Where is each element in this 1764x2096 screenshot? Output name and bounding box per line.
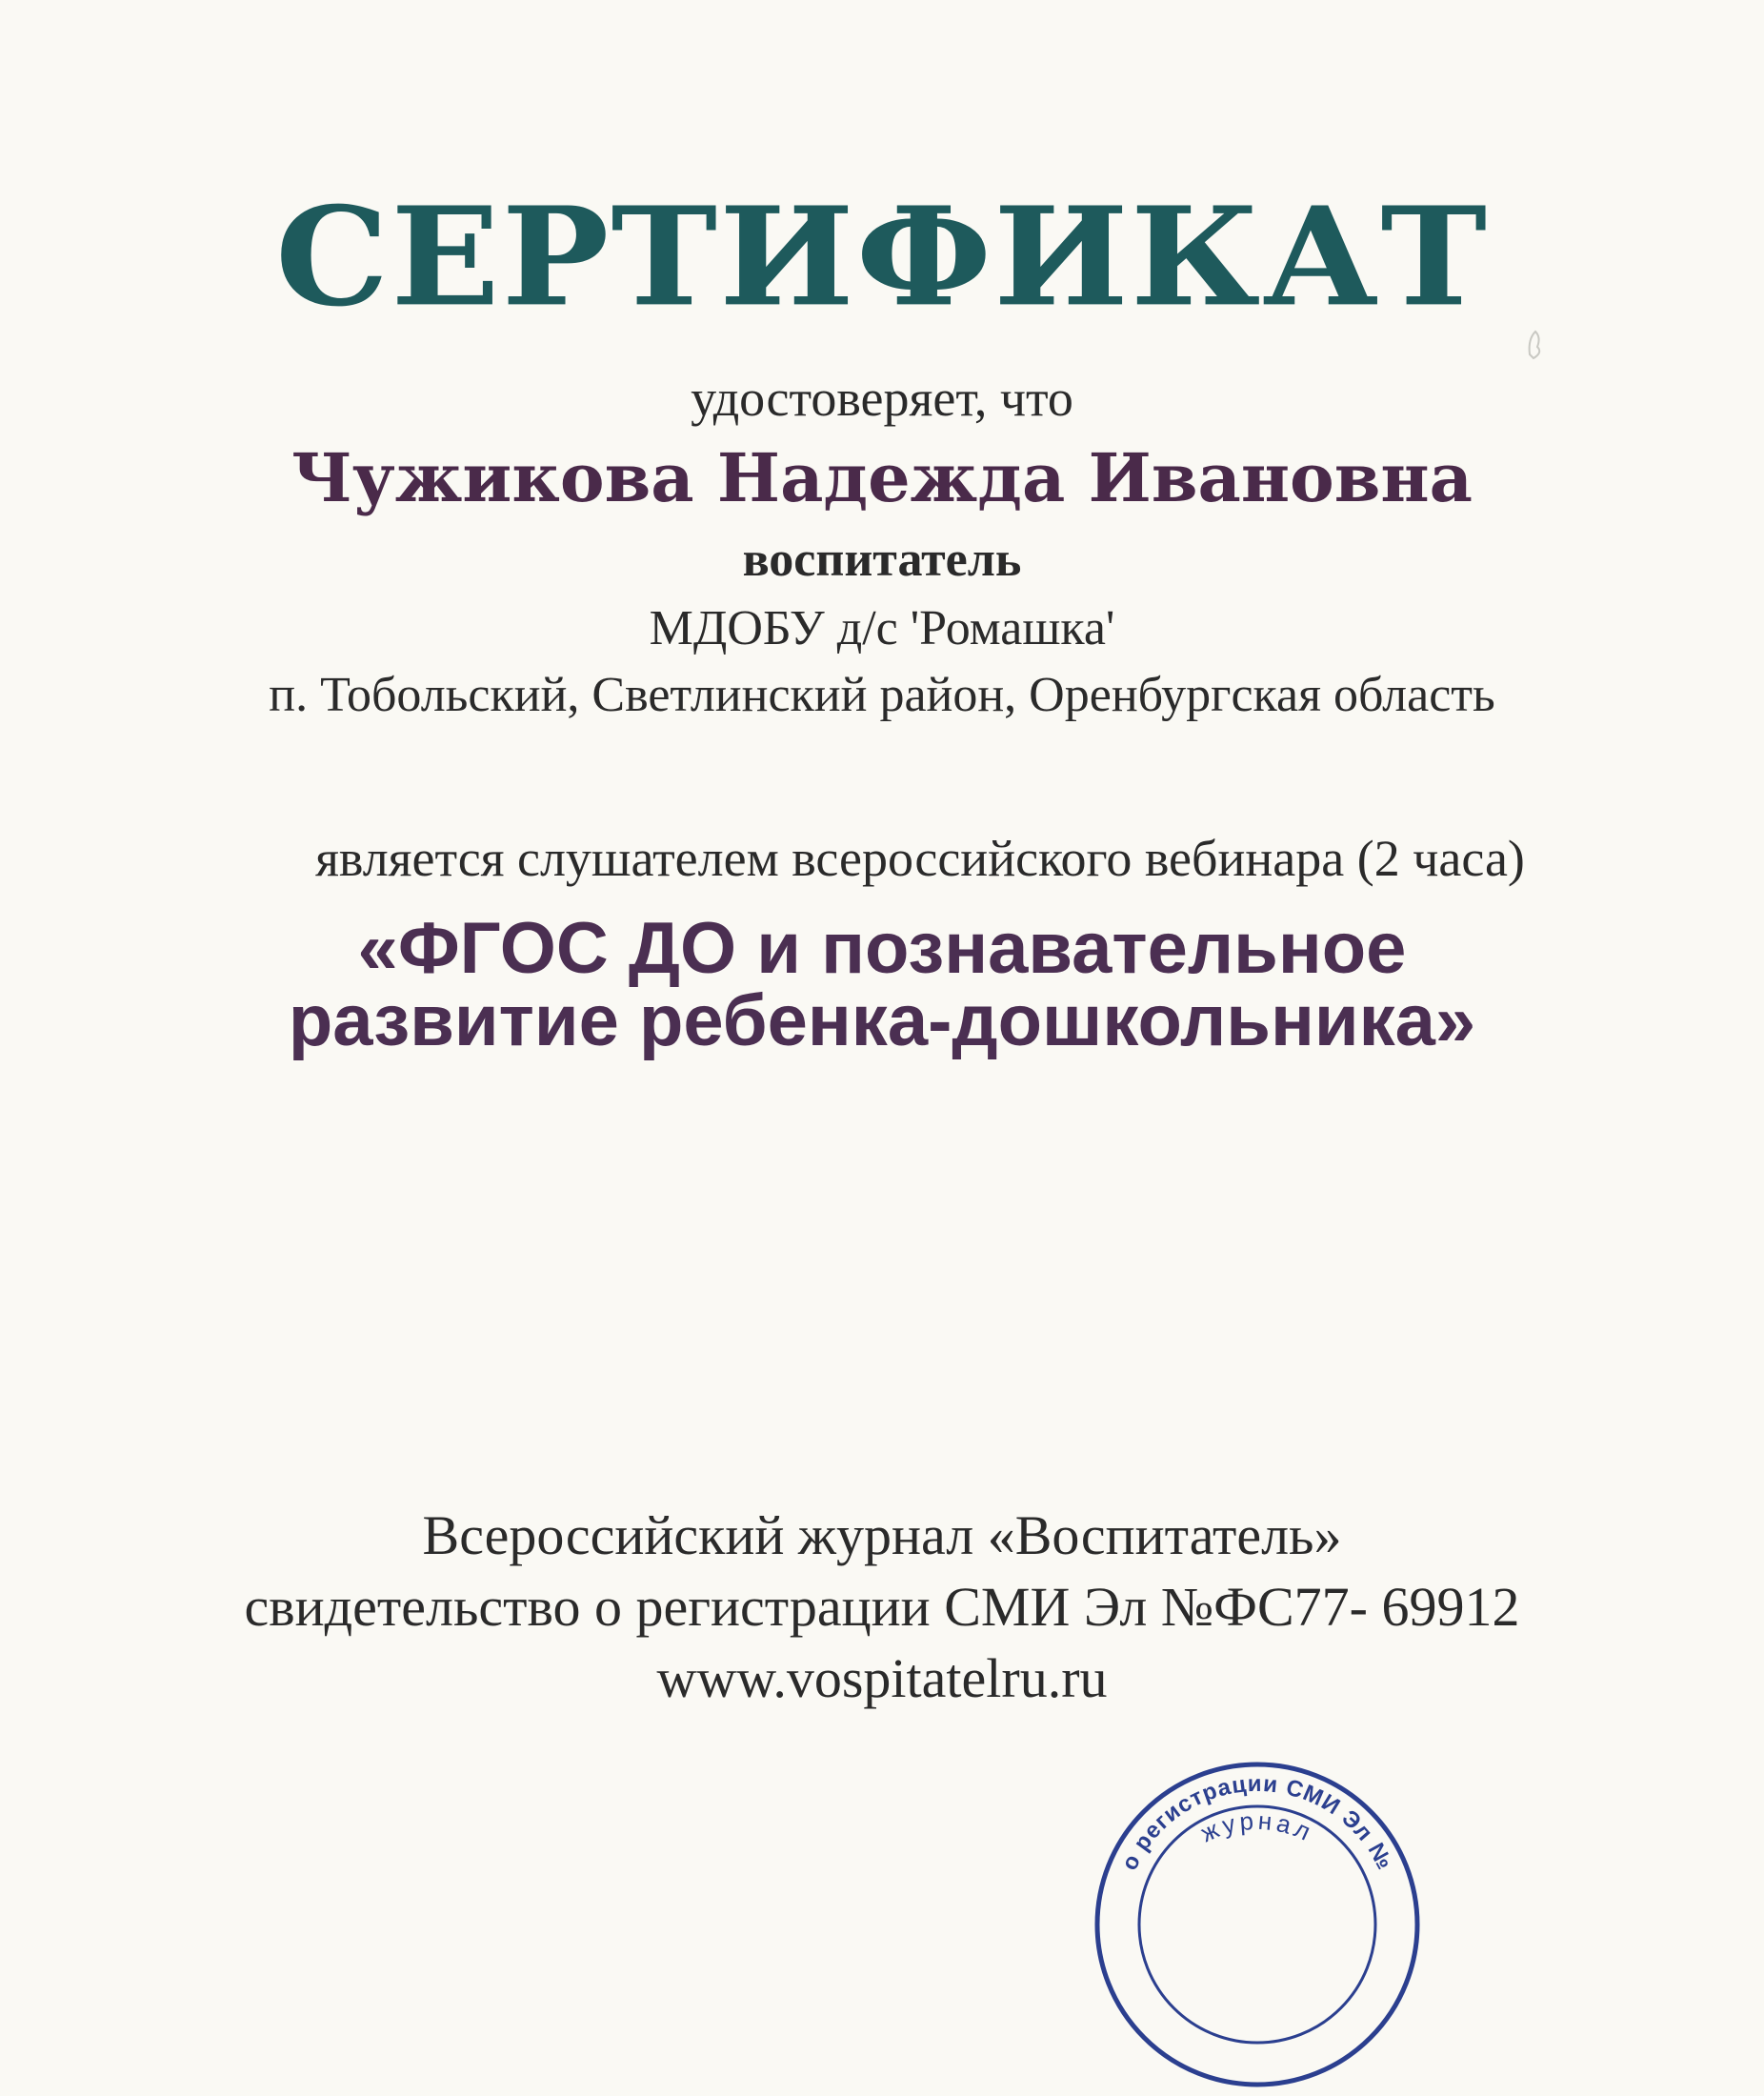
person-name: Чужикова Надежда Ивановна [291,438,1473,517]
certificate-title: СЕРТИФИКАТ [274,177,1490,337]
webinar-title [0,908,1764,1061]
registration-text: свидетельство о регистрации СМИ Эл №ФС77- 69912 [244,1576,1520,1638]
journal-name: Всероссийский журнал «Воспитатель» [422,1504,1342,1566]
position-text: воспитатель [742,533,1022,587]
stamp-inner-ring [1139,1806,1375,2043]
stamp-center-text: журнал [1196,1805,1319,1848]
paper-speck [1524,326,1551,364]
organization-text: МДОБУ д/с 'Ромашка' [649,601,1115,655]
address-text: п. Тобольский, Светлинский район, Оренбургская область [269,668,1495,722]
stamp-outer-ring [1097,1764,1417,2085]
website-text: www.vospitatelru.ru [656,1647,1108,1709]
stamp-ring-text: о регистрации СМИ Эл № [1116,1770,1398,1875]
journal-stamp [1086,1753,1429,2096]
webinar-title-line-1: «ФГОС ДО и познавательное [357,908,1407,989]
webinar-title-line-2: развитие ребенка-дошкольника» [288,980,1476,1061]
certifies-text: удостоверяет, что [691,370,1073,427]
status-text: является слушателем всероссийского вебинара (2 часа) [315,830,1525,887]
